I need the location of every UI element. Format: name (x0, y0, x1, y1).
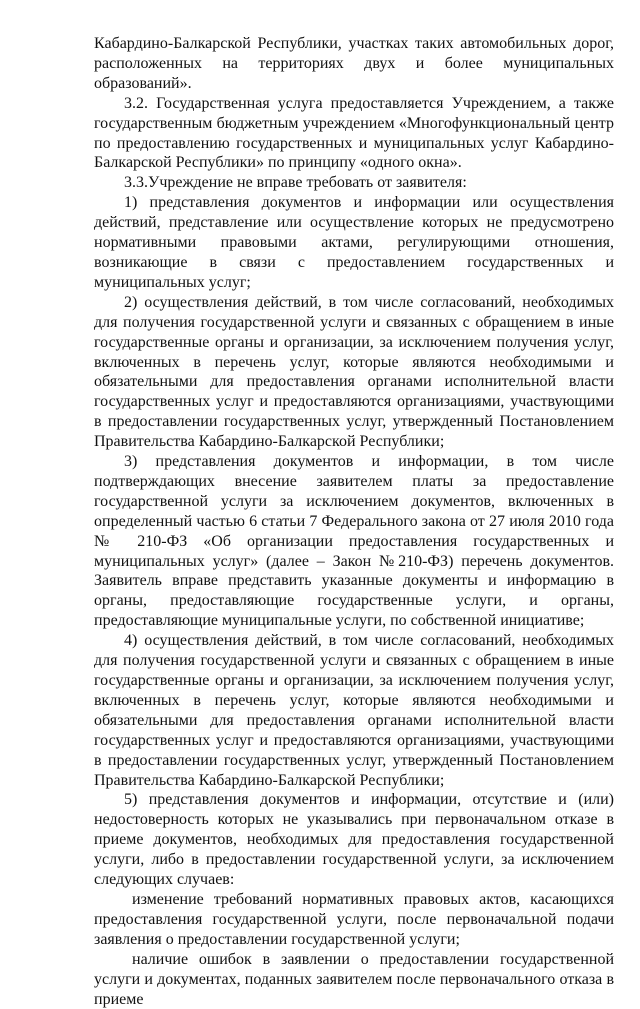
list-item-5: 5) представления документов и информации, отсутствие и (или) недостоверность которых не указывались при первоначальном отказе в приеме документов, необходимых для предоставления государственной услуги, либо в предоставлении государственной услуги, за исключением следующих случаев: (94, 791, 614, 889)
paragraph-3-3: 3.3.Учреждение не вправе требовать от заявителя: (124, 174, 467, 192)
list-item-4: 4) осуществления действий, в том числе согласований, необходимых для получения государственной услуги и связанных с обращением в иные государственные органы и организации, за исключением получения услуг, включенных в перечень услуг, которые являются необходимыми и обязательными для предоставления органами исполнительной власти государственных услуг и предоставляются организациями, участвующими в предоставлении государственных услуг, утвержденный Постановлением Правительства Кабардино-Балкарской Республики; (94, 632, 614, 789)
list-item-3: 3) представления документов и информации, в том числе подтверждающих внесение заявителем платы за предоставление государственной услуги за исключением документов, включенных в определенный частью 6 статьи 7 Федерального закона от 27 июля 2010 года № 210-ФЗ «Об организации предоставления государственных и муниципальных услуг» (далее – Закон №210-ФЗ) перечень документов. Заявитель вправе представить указанные документы и информацию в органы, предоставляющие государственные услуги, и органы, предоставляющие муниципальные услуги, по собственной инициативе; (94, 453, 614, 630)
exception-case-1: изменение требований нормативных правовых актов, касающихся предоставления государственной услуги, после первоначальной подачи заявления о предоставлении государственной услуги; (94, 890, 614, 948)
paragraph-3-2: 3.2. Государственная услуга предоставляется Учреждением, а также государственным бюджетным учреждением «Многофункциональный центр по предоставлению государственных и муниципальных услуг Кабардино-Балкарской Республики» по принципу «одного окна». (94, 94, 614, 172)
exception-case-2: наличие ошибок в заявлении о предоставлении государственной услуги и документах, поданных заявителем после первоначального отказа в приеме (94, 950, 614, 1008)
list-item-1: 1) представления документов и информации или осуществления действий, представление или осуществление которых не предусмотрено нормативными правовыми актами, регулирующими отношения, возникающие в связи с предоставлением государственных и муниципальных услуг; (94, 194, 614, 291)
list-item-2: 2) осуществления действий, в том числе согласований, необходимых для получения государственной услуги и связанных с обращением в иные государственные органы и организации, за исключением получения услуг, включенных в перечень услуг, которые являются необходимыми и обязательными для предоставления органами исполнительной власти государственных услуг и предоставляются организациями, участвующими в предоставлении государственных услуг, утвержденный Постановлением Правительства Кабардино-Балкарской Республики; (94, 293, 614, 451)
paragraph-continuation: Кабардино-Балкарской Республики, участках таких автомобильных дорог, расположенных на территориях двух и более муниципальных образований». (94, 35, 614, 92)
